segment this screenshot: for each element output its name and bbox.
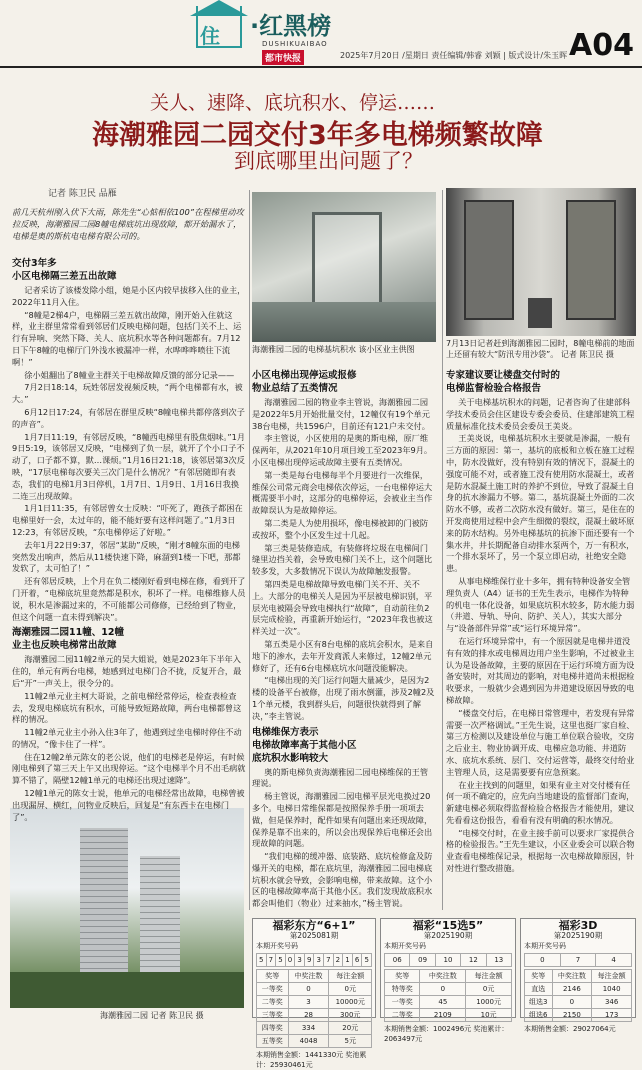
table-cell: 0元	[329, 983, 372, 996]
caption-elevator-hall: 7月13日记者赶到海潮雅园二园时，8幢电梯前的地面上还留有较大“防汛专用沙袋”。 记者 陈卫民 摄	[446, 339, 635, 359]
body-paragraph: 李主管说，小区使用的是奥的斯电梯，原厂维保两年，从2021年10月项目竣工至2023年9月。小区电梯出现停运或故障主要有五类情况。	[252, 433, 433, 467]
photo-residence	[10, 808, 244, 1008]
body-paragraph: 住在12幢2单元陈女的老公说，他们的电梯老是停运，有时候刚电梯到了第三天上午又出现停运。“这个电梯半个月不出毛病就算不错了，隔壁12幢1单元的电梯还出现过速降”。	[12, 751, 246, 786]
table-cell: 10000元	[329, 996, 372, 1009]
lottery-number: 7	[324, 954, 334, 967]
lottery-numbers	[256, 953, 372, 967]
section-heading: 电梯维保方表示 电梯故障率高于其他小区 底坑积水影响较大	[252, 726, 357, 764]
body-paragraph: 记者采访了该楼发除小组，她是小区内较早拔移入住的业主，2022年11月入住。	[12, 285, 246, 307]
table-cell: 一等奖	[385, 996, 420, 1009]
lottery-number: 13	[486, 954, 511, 967]
body-paragraph: 第一类是每台电梯每半个月要进行一次维保，维保公司常元商会电梯依次停运，一台电梯停运大概需要半小时，这部分的电梯停运，会被业主当作故障误认为是故障停运。	[252, 469, 433, 516]
lottery-number: 0	[285, 954, 295, 967]
lottery-numbers-label: 本期开奖号码	[524, 942, 566, 950]
lottery-box	[520, 918, 636, 1033]
table-cell: 28	[288, 1009, 329, 1022]
photo-elevator-hall	[446, 188, 636, 336]
body-paragraph: 在业主找到的问题里，如果有业主对交付楼有任何一项不确定的，应先向当地建设的监督部门查询，新建电梯必须取得监督检验合格报告才能使用，建议先看看这份报告，看看有没有明确的积水情况。	[446, 779, 635, 825]
lottery-issue: 第2025190期	[423, 931, 473, 940]
body-paragraph: 12幢1单元的陈女士说，他单元的电梯经常出故障，电梯曾被出现漏屏、横红，问物业反映后，回复是“有东西卡在电梯门了”。	[12, 788, 245, 822]
lottery-number: 5	[362, 954, 372, 967]
article-column-1	[12, 254, 246, 822]
body-paragraph: “8幢是2梯4户，电梯隔三差五就出故障，刚开始入住就这样，业主群里常常看到邻居们反映电梯问题，包括门关不上、运行有异响、突然下降、关人、底坑积水等各种问题都有。7月12日下午8幢的电梯厅门外浅水被漏冲一样，水哗哗哗喷往下流啊！”	[12, 309, 242, 367]
lottery-number: 06	[385, 954, 410, 967]
table-cell: 四等奖	[257, 1022, 289, 1035]
article-column-3	[446, 366, 636, 906]
section-heading: 交付3年多 小区电梯隔三差五出故障	[12, 258, 117, 282]
body-paragraph: 第三类是装修造成，有装修将垃圾在电梯间门缝里边挡关着，会导致电梯门关不上，这个问题比较多发，大多数情况下误认为故障触发报警。	[252, 542, 433, 577]
body-paragraph: 关于电梯基坑积水的问题，记者咨询了住建部科学技术委员会住区建设专委会委员、住建部建筑工程质量标准化技术委员会委员王美炎。	[446, 397, 635, 431]
lottery-title: 福彩“15选5”	[412, 919, 484, 932]
lottery-note: 本期销售金额：1441330元 奖池累计：25930461元	[256, 1051, 367, 1069]
table-cell: 特等奖	[385, 983, 420, 996]
lottery-number: 2	[333, 954, 343, 967]
table-cell: 每注金额	[592, 970, 632, 983]
body-paragraph: 6月12日17:24，有邻居在群里反映“8幢电梯共都停落到次子的声音”。	[12, 406, 245, 429]
paper-name: 都市快报	[262, 50, 304, 65]
body-paragraph: “电梯交付时，在业主接手前可以要求厂家提供合格的检验报告。”王先生建议，小区业委会可以联合物业查看电梯维保记录，根据每一次电梯故障原因，针对性进行整改措施。	[446, 827, 635, 874]
lottery-title: 福彩东方“6+1”	[272, 919, 356, 932]
lottery-numbers	[524, 953, 632, 967]
table-cell: 组选3	[525, 996, 553, 1009]
table-cell: 五等奖	[257, 1035, 289, 1048]
body-paragraph: 海潮雅园二园的物业李主管说，海潮雅园二园是2022年5月开始批量交付，12幢仅有19个单元38台电梯，共1596户，目前还有121户未交付。	[252, 397, 430, 431]
lottery-prize-table	[256, 969, 372, 1048]
table-cell: 10元	[466, 1009, 512, 1022]
caption-residence: 海潮雅园二园 记者 陈卫民 摄	[100, 1011, 204, 1020]
section-heading: 专家建议要让楼盘交付时的 电梯监督检验合格报告	[446, 370, 561, 394]
lottery-numbers	[384, 953, 512, 967]
body-paragraph: “电梯出现的关门运行问题大量减少，是因为2楼的设备平台被修，出现了雨水倒灌，涉及2幢2及1个单元楼，我到群头后，问题很快就得到了解决，”李主管说。	[252, 675, 435, 721]
body-paragraph: 奥的斯电梯负责海潮雅园二园电梯维保的王管理说。	[252, 766, 429, 789]
table-cell: 中奖注数	[288, 970, 329, 983]
lottery-prize-table	[384, 969, 512, 1022]
table-cell: 中奖注数	[552, 970, 592, 983]
lottery-note: 本期销售金额：29027064元	[524, 1025, 616, 1033]
table-cell: 173	[592, 1009, 632, 1022]
column-rule	[249, 190, 250, 910]
body-paragraph: 王美炎说，电梯基坑积水主要就是渗漏，一般有三方面的原因：第一，基坑的底板和立板在施工过程中，防水没做好，没有特别有效的情况下，混凝土的强度可能不对，或者施工没有使用防水混凝土，或者是防水混凝土施工时的养护不到位，导致了混凝土自身的抗水渗漏力不够。第二，基坑混凝土外面的二次防水不够，或者二次防水没有做好。第三，是住在的开发商使用过程中会产生细微的裂纹，混凝土破坏原来的防水结构。另外电梯基坑的抗渗下面还要有一个集水井，井长期配备自动排水泵两个，万一有积水，一个排水泵坏了，另一个泵立即启动，社绝安全隐患。	[446, 433, 635, 574]
article-column-2	[252, 366, 436, 909]
table-cell: 334	[288, 1022, 329, 1035]
table-cell: 1000元	[466, 996, 512, 1009]
table-cell: 奖等	[385, 970, 420, 983]
lottery-number: 0	[525, 954, 561, 967]
body-paragraph: 第二类是人为使用损坏，像电梯被卸的门被防或按坏，整个小区发生过十几起。	[252, 517, 429, 540]
lottery-number: 3	[314, 954, 324, 967]
lottery-number: 6	[352, 954, 362, 967]
lottery-number: 09	[410, 954, 435, 967]
lottery-prize-table	[524, 969, 632, 1022]
masthead	[0, 0, 642, 68]
lottery-issue: 第2025190期	[553, 931, 603, 940]
body-paragraph: 7月2日18:14，玩姓邻居发视频反映，“两个电梯都有水，被大。”	[12, 382, 243, 405]
photo-elevator-pit	[252, 192, 436, 342]
table-cell: 4048	[288, 1035, 329, 1048]
table-cell: 2146	[552, 983, 592, 996]
table-cell: 0	[288, 983, 329, 996]
body-paragraph: 第四类是电梯故障导致电梯门关不开、关不上。大部分的电梯关人是因为平层被电梯识别，平层光电被隔会导致电梯执行“故障”，自动前往负2层完成检验，再重新开始运行，“2023年我也被这样关过一次”。	[252, 578, 433, 637]
body-paragraph: 第五类是小区有8台电梯的底坑会积水，是来自地下的渗水，去年开发商派人来修过，12幢2单元修好了，还有6台电梯底坑水问题没能解决。	[252, 638, 434, 673]
lottery-number: 12	[461, 954, 486, 967]
body-paragraph: 11幢2单元业主小孙入住3年了，他遇到过坐电梯时停住不动的情况，“像卡住了一样”。	[12, 727, 242, 749]
body-paragraph: “楼盘交付后，在电梯日常管理中，若发现有异常需要一次严格调试。”王先生说，这里也挺厂家自检、第三方检测以及建设单位与施工单位联合验收，交房之后业主、物业协调开成、电梯应急功能、井道防水、底坑水系统、层门、交付运营等，最终交付给业主管理人员，这是需要要有应急预案。	[446, 707, 635, 777]
date-line: 2025年7月20日 /星期日 责任编辑/韩睿 刘颖 | 版式设计/朱玉晖	[340, 51, 568, 60]
body-paragraph: 杨主管说，海潮雅园二园电梯平层光电换过20多个。电梯日常维保都是按照保养手册一项项去做，但是保养时，配件如果有问题出来还现故障，保养是靠不出来的，所以会出现保养后电梯还会出现故障的问题。	[252, 791, 433, 849]
table-cell: 300元	[329, 1009, 372, 1022]
lottery-numbers-label: 本期开奖号码	[384, 942, 426, 950]
lead-paragraph: 前几天杭州刚入伏下大雨，陈先生“心惦相依100”在程梯里动攻拉反映，海潮雅园二园8幢电梯底坑出现故障，都开始漏水了，电梯是奥的斯杭电电梯有限公司的。	[12, 207, 244, 241]
table-cell: 0	[552, 996, 592, 1009]
table-cell: 2109	[420, 1009, 466, 1022]
lottery-box	[380, 918, 516, 1043]
table-cell: 0	[420, 983, 466, 996]
lottery-number: 1	[343, 954, 353, 967]
table-cell: 20元	[329, 1022, 372, 1035]
table-cell: 二等奖	[385, 1009, 420, 1022]
lottery-number: 5	[276, 954, 286, 967]
lottery-number: 10	[435, 954, 460, 967]
table-cell: 中奖注数	[420, 970, 466, 983]
lottery-box	[252, 918, 376, 1069]
table-cell: 组选6	[525, 1009, 553, 1022]
table-cell: 5元	[329, 1035, 372, 1048]
body-paragraph: 1月7日11:19，有邻居反映，“8幢西电梯里有股焦烟味。”1月9日5:19，该邻居又反映，“电梯到了负一层，就开了个小口子不动了，口子都不算，默…课烦。”1月16日21:18，该邻居第3次反映，“17层电梯每次要关三次门是什么情况？”有邻居随即有表态，我们的电梯1月3日停机，1月7日、1月9日、1月16日我换二连三出现故障。	[12, 431, 246, 501]
subhead: 到底哪里出问题了？	[234, 149, 423, 173]
section-heading: 小区电梯出现停运或报修 物业总结了五类情况	[252, 370, 357, 394]
lottery-number: 5	[257, 954, 267, 967]
column-rule	[442, 190, 443, 910]
body-paragraph: 1月1日11:35，有邻居曾女士反映：“吓死了，跑孩子都困在电梯里好一会，太过年的，能不能好要有这样问题了。”1月3日12:23，有邻居反映，“东电梯停运了好啦。”	[12, 503, 243, 537]
byline: 记者 陈卫民 品雁	[48, 189, 117, 199]
lottery-number: 9	[304, 954, 314, 967]
lottery-number: 3	[295, 954, 305, 967]
body-paragraph: “我们电梯的缓冲器、底装路、底坑检修盒及防爆开关的电梯，都在底坑里，海潮雅园二园电梯底坑积水就会导致，会影响电梯，带来故障。这个小区的电梯故障率高于其他小区。我们发现故底积水都会叫他们（物业）过来抽水，”杨主管说。	[252, 851, 433, 909]
table-cell: 二等奖	[257, 996, 289, 1009]
table-cell: 1040	[592, 983, 632, 996]
lottery-title: 福彩3D	[558, 919, 598, 932]
page-number: A04	[569, 28, 634, 63]
lottery-number: 7	[266, 954, 276, 967]
body-paragraph: 从事电梯维保行业十多年，拥有特种设备安全管理负责人（A4）证书的王先生表示，电梯作为特种的机电一体化设备，如果底坑积水较多，防水能力弱（井道、导轨、导向、防护、关人），其实大部分与“设备部件异常”或“运行环境异常”。	[446, 575, 635, 634]
table-cell: 一等奖	[257, 983, 289, 996]
table-cell: 奖等	[257, 970, 289, 983]
lottery-number: 4	[596, 954, 632, 967]
body-paragraph: 在运行环境异常中，有一个原因就是电梯井道没有有效的排水或电梯周边用户坐生影响，不过被业主认为是设备故障，主要的原因在于运行环境方面为设备安装时，对其周边的影响，对电梯井道尚未根据检收要求，一般就少会遇到因为井道建设原因导致的电梯故障。	[446, 635, 635, 705]
body-paragraph: 海潮雅园二园11幢2单元的吴大姐说，她是2023年下半年入住的，单元有两台电梯，她感到过电梯门合不拢，反复开合，最后“开”一声关上，很令分的。	[12, 654, 242, 688]
lottery-note: 本期销售金额：1002496元 奖池累计：2063497元	[384, 1025, 509, 1043]
headline: 海潮雅园二园交付3年多电梯频繁故障	[92, 120, 543, 151]
lottery-number: 7	[560, 954, 596, 967]
table-cell: 2150	[552, 1009, 592, 1022]
table-cell: 奖等	[525, 970, 553, 983]
caption-elevator-pit: 海潮雅园二园的电梯基坑积水 该小区业主供图	[252, 345, 415, 354]
lottery-issue: 第2025081期	[289, 931, 339, 940]
table-cell: 三等奖	[257, 1009, 289, 1022]
table-cell: 45	[420, 996, 466, 1009]
table-cell: 0元	[466, 983, 512, 996]
kicker: 关人、速降、底坑积水、停运……	[150, 92, 436, 114]
body-paragraph: 徐小姐翻出了8幢业主群关于电梯故障反馈的部分记录——	[24, 369, 235, 380]
table-cell: 每注金额	[466, 970, 512, 983]
table-cell: 每注金额	[329, 970, 372, 983]
section-heading: 海潮雅园二园11幢、12幢 业主也反映电梯常出故障	[12, 627, 124, 652]
paper-en: DUSHIKUAIBAO	[262, 40, 328, 48]
table-cell: 3	[288, 996, 329, 1009]
table-cell: 直选	[525, 983, 553, 996]
body-paragraph: 11幢2单元业主柯大哥说，之前电梯经常停运，检查表检查去，发现电梯底坑有积水，可能导致短路故障，两台电梯都曾这样的情况。	[12, 690, 242, 725]
column-title: ·红黑榜	[250, 12, 332, 40]
table-cell: 346	[592, 996, 632, 1009]
body-paragraph: 还有邻居反映，上个月在负二楼刚好看到电梯在修，看到开了门开着，“电梯底坑里竟然都是积水，积坏了一样。电梯维修人员说，积水是渗漏过来的，不可能都公司修修，已经给到了物业，但这个问题一直未得到解决”。	[12, 576, 246, 622]
logo-char: 住	[200, 24, 220, 48]
body-paragraph: 去年1月22日9:37，邻居“某助”反映，“刚才8幢东面的电梯突然发出响声，然后从11楼快速下降，麻溜到1楼一下吧，那都发软了，太可怕了！”	[12, 539, 241, 574]
lottery-numbers-label: 本期开奖号码	[256, 942, 298, 950]
